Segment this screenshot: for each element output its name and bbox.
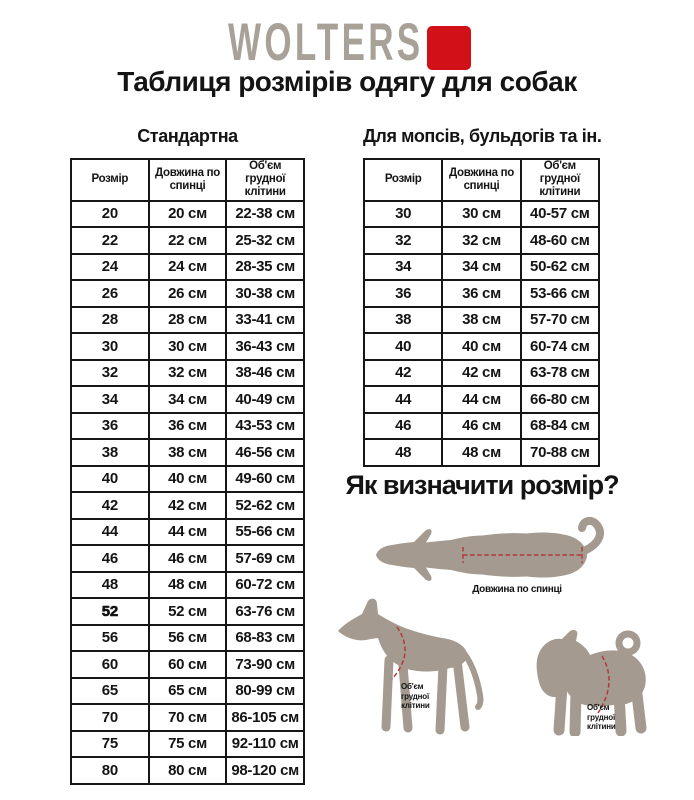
- table-cell: 98-120 см: [226, 757, 304, 784]
- table-cell: 34 см: [149, 386, 227, 413]
- dog-side-view-illustration: [333, 598, 485, 736]
- table-cell: 60: [71, 651, 149, 678]
- table-row: [364, 254, 599, 281]
- table-cell: 34: [71, 386, 149, 413]
- table-cell: 32: [364, 227, 442, 254]
- table-cell: 55-66 см: [226, 519, 304, 546]
- table-row: [71, 333, 304, 360]
- table-cell: 36: [364, 280, 442, 307]
- page-title: Таблиця розмірів одягу для собак: [117, 66, 577, 97]
- table-row: [71, 678, 304, 705]
- table-cell: 32 см: [149, 360, 227, 387]
- table-row: [364, 307, 599, 334]
- table-cell: 46 см: [442, 413, 520, 440]
- table-row: [71, 201, 304, 228]
- table-cell: 80-99 см: [226, 678, 304, 705]
- back-length-label: Довжина по спинці: [472, 584, 562, 595]
- brand-wordmark: WOLTERS: [228, 13, 424, 72]
- brand-red-square-icon: [427, 26, 471, 70]
- table-cell: 52-62 см: [226, 492, 304, 519]
- table-row: [71, 598, 304, 625]
- chest-label-line: грудної: [587, 712, 616, 722]
- table-row: [364, 227, 599, 254]
- table-row: [71, 651, 304, 678]
- table-cell: 70-88 см: [521, 439, 599, 466]
- table-cell: 68-83 см: [226, 625, 304, 652]
- table-cell: 28: [71, 307, 149, 334]
- table-cell: 43-53 см: [226, 413, 304, 440]
- chest-label-line: Об'єм: [587, 703, 610, 712]
- table-row: [71, 757, 304, 784]
- pugs-size-table: [363, 158, 600, 467]
- table-cell: 26: [71, 280, 149, 307]
- table-cell: 49-60 см: [226, 466, 304, 493]
- column-header: Розмір: [364, 159, 442, 201]
- table-row: [71, 280, 304, 307]
- table-cell: 46: [364, 413, 442, 440]
- table-row: [71, 572, 304, 599]
- table-cell: 44 см: [149, 519, 227, 546]
- table-cell: 28 см: [149, 307, 227, 334]
- table-cell: 22 см: [149, 227, 227, 254]
- table-cell: 32 см: [442, 227, 520, 254]
- table-cell: 60 см: [149, 651, 227, 678]
- table-cell: 28-35 см: [226, 254, 304, 281]
- table-cell: 42 см: [442, 360, 520, 387]
- chest-girth-label-right: [587, 703, 616, 732]
- table-cell: 65: [71, 678, 149, 705]
- column-header: Довжина по спинці: [149, 159, 227, 201]
- table-cell: 42 см: [149, 492, 227, 519]
- table-cell: 32: [71, 360, 149, 387]
- table-cell: 38: [364, 307, 442, 334]
- table-row: [364, 439, 599, 466]
- guide-heading: Як визначити розмір?: [345, 470, 619, 500]
- table-cell: 20: [71, 201, 149, 228]
- table-row: [71, 704, 304, 731]
- table-cell: 48 см: [442, 439, 520, 466]
- table-row: [71, 439, 304, 466]
- dog-tail-curl: [582, 521, 600, 550]
- table-cell: 40 см: [149, 466, 227, 493]
- table-row: [71, 492, 304, 519]
- chest-label-line: грудної: [401, 691, 430, 701]
- table-cell: 36 см: [149, 413, 227, 440]
- table-cell: 65 см: [149, 678, 227, 705]
- table-cell: 92-110 см: [226, 731, 304, 758]
- table-row: [364, 386, 599, 413]
- table-cell: 53-66 см: [521, 280, 599, 307]
- table-cell: 20 см: [149, 201, 227, 228]
- table-cell: 48 см: [149, 572, 227, 599]
- table-cell: 75: [71, 731, 149, 758]
- chest-label-line: клітини: [401, 701, 430, 711]
- header-row: [364, 159, 599, 201]
- table-cell: 60-72 см: [226, 572, 304, 599]
- column-header: Об'єм грудної клітини: [521, 159, 599, 201]
- table-row: [71, 386, 304, 413]
- table-row: [71, 360, 304, 387]
- dog-top-view-illustration: [372, 516, 614, 592]
- table-row: [71, 466, 304, 493]
- table-cell: 34 см: [442, 254, 520, 281]
- table-cell: 46-56 см: [226, 439, 304, 466]
- table-cell: 86-105 см: [226, 704, 304, 731]
- table-cell: 30-38 см: [226, 280, 304, 307]
- table-cell: 50-62 см: [521, 254, 599, 281]
- table-row: [364, 413, 599, 440]
- table-cell: 38 см: [149, 439, 227, 466]
- table-cell: 70 см: [149, 704, 227, 731]
- table-cell: 24: [71, 254, 149, 281]
- table-cell: 26 см: [149, 280, 227, 307]
- table-cell: 34: [364, 254, 442, 281]
- standard-size-table: [70, 158, 305, 785]
- table-cell: 52: [71, 598, 149, 625]
- table-cell: 40-57 см: [521, 201, 599, 228]
- table-cell: 36-43 см: [226, 333, 304, 360]
- table-cell: 44: [364, 386, 442, 413]
- table-cell: 57-70 см: [521, 307, 599, 334]
- table-cell: 40 см: [442, 333, 520, 360]
- chest-label-line: клітини: [587, 722, 616, 732]
- table-cell: 75 см: [149, 731, 227, 758]
- table-cell: 80 см: [149, 757, 227, 784]
- table-cell: 38 см: [442, 307, 520, 334]
- bulldog-tail-curl: [619, 634, 637, 652]
- table-row: [71, 307, 304, 334]
- column-header: Об'єм грудної клітини: [226, 159, 304, 201]
- dog-front-leg: [386, 660, 389, 727]
- table-cell: 22: [71, 227, 149, 254]
- table-cell: 30 см: [442, 201, 520, 228]
- table-row: [71, 731, 304, 758]
- table-cell: 57-69 см: [226, 545, 304, 572]
- table-cell: 25-32 см: [226, 227, 304, 254]
- dog-rear-leg: [440, 666, 443, 730]
- table-row: [364, 201, 599, 228]
- chest-label-line: Об'єм: [401, 682, 424, 691]
- table-row: [71, 625, 304, 652]
- table-cell: 36 см: [442, 280, 520, 307]
- table-row: [364, 280, 599, 307]
- table-row: [71, 519, 304, 546]
- standard-table-caption: Стандартна: [137, 126, 238, 146]
- table-row: [364, 360, 599, 387]
- table-row: [364, 333, 599, 360]
- table-cell: 56: [71, 625, 149, 652]
- table-cell: 63-76 см: [226, 598, 304, 625]
- table-cell: 38-46 см: [226, 360, 304, 387]
- table-row: [71, 545, 304, 572]
- table-cell: 80: [71, 757, 149, 784]
- table-cell: 33-41 см: [226, 307, 304, 334]
- table-cell: 46: [71, 545, 149, 572]
- table-row: [71, 254, 304, 281]
- table-cell: 38: [71, 439, 149, 466]
- table-row: [71, 413, 304, 440]
- bulldog-body-silhouette: [537, 630, 646, 706]
- table-cell: 60-74 см: [521, 333, 599, 360]
- table-cell: 70: [71, 704, 149, 731]
- pugs-table-caption: Для мопсів, бульдогів та ін.: [363, 126, 602, 146]
- table-cell: 48-60 см: [521, 227, 599, 254]
- table-cell: 36: [71, 413, 149, 440]
- table-cell: 48: [364, 439, 442, 466]
- table-cell: 40-49 см: [226, 386, 304, 413]
- table-cell: 30 см: [149, 333, 227, 360]
- dog-rear-leg: [457, 660, 465, 727]
- table-cell: 66-80 см: [521, 386, 599, 413]
- table-cell: 44: [71, 519, 149, 546]
- table-cell: 42: [71, 492, 149, 519]
- table-cell: 63-78 см: [521, 360, 599, 387]
- table-cell: 46 см: [149, 545, 227, 572]
- table-cell: 52 см: [149, 598, 227, 625]
- table-cell: 73-90 см: [226, 651, 304, 678]
- table-cell: 40: [71, 466, 149, 493]
- table-cell: 44 см: [442, 386, 520, 413]
- table-cell: 22-38 см: [226, 201, 304, 228]
- table-cell: 56 см: [149, 625, 227, 652]
- table-cell: 30: [364, 201, 442, 228]
- table-cell: 48: [71, 572, 149, 599]
- chest-girth-label-left: [401, 682, 430, 711]
- column-header: Розмір: [71, 159, 149, 201]
- table-cell: 40: [364, 333, 442, 360]
- table-cell: 30: [71, 333, 149, 360]
- table-cell: 42: [364, 360, 442, 387]
- header-row: [71, 159, 304, 201]
- table-row: [71, 227, 304, 254]
- column-header: Довжина по спинці: [442, 159, 520, 201]
- table-cell: 24 см: [149, 254, 227, 281]
- table-cell: 68-84 см: [521, 413, 599, 440]
